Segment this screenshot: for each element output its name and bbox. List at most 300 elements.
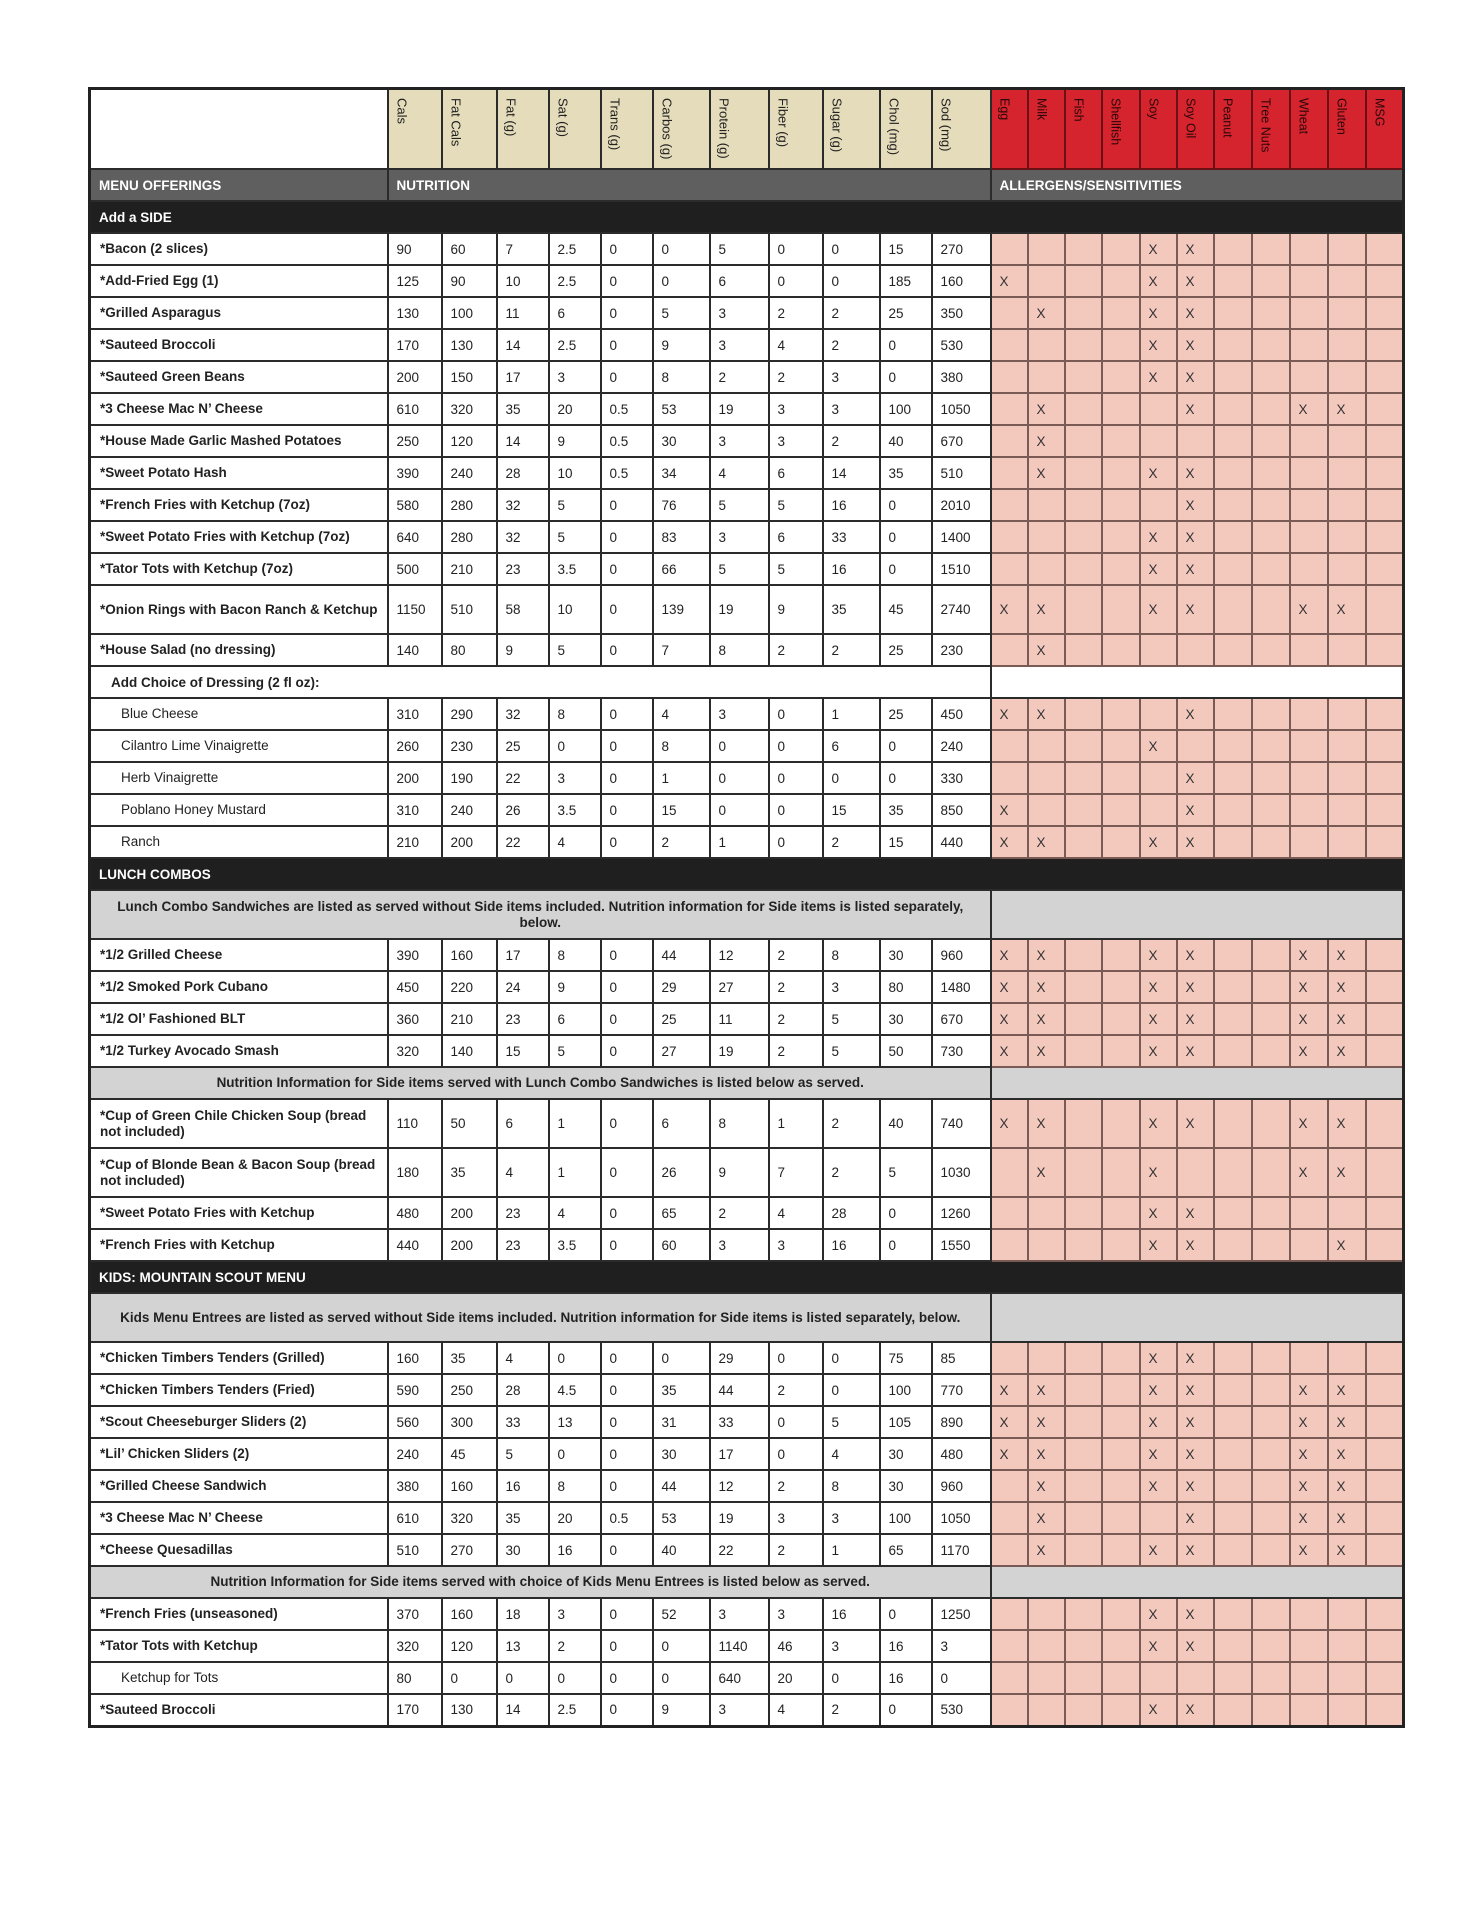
allergen-mark: X [991, 1438, 1028, 1470]
nutrition-value: 160 [442, 1470, 497, 1502]
nutrition-value: 16 [880, 1662, 932, 1694]
nutrition-value: 32 [497, 489, 549, 521]
nutrition-value: 200 [442, 1197, 497, 1229]
category-band [90, 169, 1404, 201]
nutrition-value: 14 [497, 425, 549, 457]
allergen-mark [1328, 698, 1366, 730]
nutrition-value: 3 [710, 297, 769, 329]
allergen-mark: X [991, 1374, 1028, 1406]
allergen-mark: X [1028, 1374, 1065, 1406]
nutrition-value: 0 [601, 265, 653, 297]
allergen-mark: X [1028, 457, 1065, 489]
allergen-mark [991, 361, 1028, 393]
menu-item-name: *1/2 Turkey Avocado Smash [90, 1035, 388, 1067]
menu-item-name: Blue Cheese [90, 698, 388, 730]
menu-item-name: *Tator Tots with Ketchup (7oz) [90, 553, 388, 585]
allergen-mark [1366, 1470, 1404, 1502]
allergen-mark [1290, 521, 1328, 553]
nutrition-value: 44 [653, 939, 710, 971]
nutrition-value: 3 [710, 329, 769, 361]
menu-item-name: Cilantro Lime Vinaigrette [90, 730, 388, 762]
nutrition-value: 22 [497, 762, 549, 794]
nutrition-value: 0 [932, 1662, 991, 1694]
allergen-mark [1366, 1598, 1404, 1630]
allergen-mark [1065, 585, 1102, 634]
menu-item-row [90, 1406, 1404, 1438]
nutrition-header [442, 89, 497, 170]
nutrition-value: 31 [653, 1406, 710, 1438]
nutrition-value: 15 [497, 1035, 549, 1067]
allergen-mark [1366, 1374, 1404, 1406]
nutrition-value: 6 [769, 521, 823, 553]
nutrition-value: 9 [497, 634, 549, 666]
menu-offerings-label: MENU OFFERINGS [90, 169, 388, 201]
nutrition-value: 1 [823, 1534, 880, 1566]
allergen-mark: X [1140, 1099, 1177, 1148]
nutrition-value: 2 [549, 1630, 601, 1662]
allergen-header [1177, 89, 1214, 170]
nutrition-value: 11 [497, 297, 549, 329]
allergen-mark [1065, 297, 1102, 329]
nutrition-value: 9 [549, 971, 601, 1003]
nutrition-value: 105 [880, 1406, 932, 1438]
menu-item-row [90, 265, 1404, 297]
nutrition-value: 0 [601, 1229, 653, 1261]
allergen-mark: X [1290, 1502, 1328, 1534]
allergen-mark [1252, 1197, 1290, 1229]
allergen-mark [1214, 585, 1252, 634]
nutrition-value: 6 [549, 297, 601, 329]
allergen-mark [1290, 1598, 1328, 1630]
allergen-mark [1366, 1342, 1404, 1374]
nutrition-value: 160 [388, 1342, 442, 1374]
nutrition-value: 2 [823, 1099, 880, 1148]
nutrition-value: 740 [932, 1099, 991, 1148]
section-header [90, 1261, 1404, 1293]
nutrition-value: 0 [653, 1630, 710, 1662]
menu-item-name: *Onion Rings with Bacon Ranch & Ketchup [90, 585, 388, 634]
nutrition-header [653, 89, 710, 170]
allergen-mark [1252, 393, 1290, 425]
nutrition-value: 2 [769, 1374, 823, 1406]
allergen-mark: X [1140, 1374, 1177, 1406]
allergen-header-label: Gluten [1334, 98, 1349, 135]
header-corner [90, 89, 388, 170]
allergen-mark [1028, 1342, 1065, 1374]
nutrition-value: 0 [601, 361, 653, 393]
allergen-mark [1102, 1630, 1140, 1662]
allergen-mark [1328, 233, 1366, 265]
allergen-mark [1214, 971, 1252, 1003]
nutrition-value: 16 [823, 1598, 880, 1630]
allergen-mark: X [1140, 297, 1177, 329]
nutrition-value: 33 [823, 521, 880, 553]
allergen-mark [1290, 634, 1328, 666]
nutrition-value: 83 [653, 521, 710, 553]
nutrition-value: 0 [823, 1342, 880, 1374]
nutrition-value: 8 [823, 939, 880, 971]
allergen-mark [1290, 1342, 1328, 1374]
nutrition-value: 350 [932, 297, 991, 329]
nutrition-value: 730 [932, 1035, 991, 1067]
menu-item-name: *French Fries with Ketchup (7oz) [90, 489, 388, 521]
nutrition-value: 270 [932, 233, 991, 265]
allergen-mark [1028, 329, 1065, 361]
section-header [90, 201, 1404, 233]
menu-item-row [90, 794, 1404, 826]
allergen-mark [1214, 1197, 1252, 1229]
allergen-header [1028, 89, 1065, 170]
allergen-mark [1366, 1003, 1404, 1035]
nutrition-value: 3 [769, 1598, 823, 1630]
nutrition-value: 0 [601, 1099, 653, 1148]
nutrition-value: 0 [880, 1197, 932, 1229]
allergen-mark [1214, 361, 1252, 393]
menu-item-name: *Sauteed Broccoli [90, 1694, 388, 1726]
allergen-mark: X [1177, 393, 1214, 425]
nutrition-value: 0 [710, 794, 769, 826]
allergen-mark [1290, 361, 1328, 393]
nutrition-value: 1250 [932, 1598, 991, 1630]
allergen-header-label: Soy Oil [1183, 98, 1198, 139]
nutrition-value: 6 [497, 1099, 549, 1148]
menu-item-row [90, 1229, 1404, 1261]
nutrition-value: 40 [653, 1534, 710, 1566]
allergen-mark [991, 1470, 1028, 1502]
nutrition-value: 220 [442, 971, 497, 1003]
allergen-mark [1102, 297, 1140, 329]
nutrition-value: 0 [497, 1662, 549, 1694]
allergen-mark: X [1028, 585, 1065, 634]
allergen-mark: X [1177, 1502, 1214, 1534]
allergen-mark: X [1328, 1406, 1366, 1438]
allergen-mark [1252, 585, 1290, 634]
nutrition-value: 0 [601, 1003, 653, 1035]
allergen-mark: X [1177, 1406, 1214, 1438]
nutrition-value: 310 [388, 794, 442, 826]
allergen-mark: X [1140, 939, 1177, 971]
allergen-mark: X [1028, 971, 1065, 1003]
nutrition-value: 2 [769, 1534, 823, 1566]
allergen-mark [991, 730, 1028, 762]
allergen-mark [1028, 1662, 1065, 1694]
allergen-mark [1028, 794, 1065, 826]
allergen-mark [1366, 826, 1404, 858]
nutrition-value: 3 [710, 521, 769, 553]
allergen-mark [1177, 425, 1214, 457]
allergen-mark [1366, 265, 1404, 297]
nutrition-value: 23 [497, 553, 549, 585]
nutrition-value: 180 [388, 1148, 442, 1197]
allergen-mark: X [1328, 1470, 1366, 1502]
nutrition-value: 0 [601, 1470, 653, 1502]
nutrition-value: 9 [549, 425, 601, 457]
allergen-mark [1252, 939, 1290, 971]
nutrition-value: 0 [601, 1374, 653, 1406]
allergen-mark [1252, 521, 1290, 553]
nutrition-header-label: Fat Cals [448, 98, 464, 147]
nutrition-value: 110 [388, 1099, 442, 1148]
nutrition-value: 15 [880, 826, 932, 858]
note-text: Kids Menu Entrees are listed as served without Side items included. Nutrition information for Side items is listed separately, below. [90, 1293, 991, 1342]
nutrition-value: 2 [710, 361, 769, 393]
nutrition-value: 23 [497, 1229, 549, 1261]
nutrition-value: 510 [442, 585, 497, 634]
nutrition-value: 0 [710, 730, 769, 762]
nutrition-value: 500 [388, 553, 442, 585]
allergen-mark [1102, 826, 1140, 858]
section-header [90, 858, 1404, 890]
allergen-mark [1140, 425, 1177, 457]
nutrition-value: 0 [601, 1148, 653, 1197]
allergen-mark: X [1140, 457, 1177, 489]
menu-item-name: *Grilled Cheese Sandwich [90, 1470, 388, 1502]
allergen-mark [1214, 1662, 1252, 1694]
allergen-header [1140, 89, 1177, 170]
allergen-mark: X [991, 698, 1028, 730]
nutrition-value: 210 [442, 1003, 497, 1035]
nutrition-value: 8 [549, 939, 601, 971]
nutrition-value: 14 [497, 1694, 549, 1726]
allergen-mark: X [1177, 1598, 1214, 1630]
menu-item-row [90, 1003, 1404, 1035]
nutrition-value: 35 [880, 457, 932, 489]
nutrition-value: 2 [769, 1035, 823, 1067]
allergen-mark [1252, 698, 1290, 730]
allergen-mark [1065, 698, 1102, 730]
allergen-mark [1028, 361, 1065, 393]
nutrition-value: 0 [769, 698, 823, 730]
menu-item-row [90, 634, 1404, 666]
nutrition-value: 450 [932, 698, 991, 730]
nutrition-value: 390 [388, 939, 442, 971]
allergen-mark [1252, 730, 1290, 762]
allergen-mark [1065, 634, 1102, 666]
menu-item-row [90, 1438, 1404, 1470]
allergen-mark [1028, 489, 1065, 521]
menu-item-row [90, 297, 1404, 329]
nutrition-value: 240 [932, 730, 991, 762]
allergen-mark [1366, 1662, 1404, 1694]
nutrition-value: 5 [880, 1148, 932, 1197]
allergen-mark [1328, 1694, 1366, 1726]
nutrition-value: 590 [388, 1374, 442, 1406]
nutrition-value: 25 [880, 297, 932, 329]
nutrition-value: 2 [823, 826, 880, 858]
nutrition-value: 16 [880, 1630, 932, 1662]
allergen-mark: X [991, 585, 1028, 634]
nutrition-value: 0 [601, 329, 653, 361]
allergen-mark [991, 762, 1028, 794]
nutrition-value: 0 [653, 1342, 710, 1374]
nutrition-value: 170 [388, 329, 442, 361]
allergen-mark [1102, 1694, 1140, 1726]
allergen-mark [1065, 762, 1102, 794]
allergen-mark: X [1140, 1197, 1177, 1229]
nutrition-value: 7 [653, 634, 710, 666]
nutrition-value: 0 [601, 1694, 653, 1726]
allergen-mark: X [1177, 1470, 1214, 1502]
allergen-mark: X [1177, 826, 1214, 858]
allergen-mark [1065, 425, 1102, 457]
allergen-mark [1252, 971, 1290, 1003]
allergen-mark [1028, 1630, 1065, 1662]
nutrition-value: 530 [932, 329, 991, 361]
nutrition-value: 13 [549, 1406, 601, 1438]
nutrition-value: 2 [823, 297, 880, 329]
nutrition-value: 0.5 [601, 393, 653, 425]
allergen-mark: X [1140, 521, 1177, 553]
allergen-mark [1214, 939, 1252, 971]
allergen-mark [1252, 1438, 1290, 1470]
allergen-mark [1065, 489, 1102, 521]
allergen-mark [1252, 762, 1290, 794]
allergen-mark [1366, 1630, 1404, 1662]
nutrition-value: 100 [880, 393, 932, 425]
allergen-mark [1065, 1148, 1102, 1197]
allergen-mark [1102, 233, 1140, 265]
menu-item-name: *Sauteed Green Beans [90, 361, 388, 393]
allergen-mark [1290, 826, 1328, 858]
allergen-mark [1328, 361, 1366, 393]
allergen-mark [1290, 425, 1328, 457]
nutrition-value: 2 [823, 634, 880, 666]
nutrition-value: 390 [388, 457, 442, 489]
allergen-mark [1214, 329, 1252, 361]
allergen-mark: X [1140, 1694, 1177, 1726]
nutrition-value: 1030 [932, 1148, 991, 1197]
allergen-mark [1366, 489, 1404, 521]
nutrition-value: 170 [388, 1694, 442, 1726]
nutrition-value: 610 [388, 1502, 442, 1534]
allergen-mark: X [1140, 826, 1177, 858]
allergen-mark [991, 634, 1028, 666]
nutrition-value: 1 [549, 1099, 601, 1148]
allergen-header [1328, 89, 1366, 170]
nutrition-value: 6 [710, 265, 769, 297]
nutrition-value: 260 [388, 730, 442, 762]
allergen-mark [1290, 1630, 1328, 1662]
nutrition-header-label: Cals [394, 98, 410, 125]
nutrition-value: 1 [823, 698, 880, 730]
nutrition-value: 139 [653, 585, 710, 634]
nutrition-value: 1050 [932, 1502, 991, 1534]
nutrition-value: 65 [880, 1534, 932, 1566]
nutrition-value: 29 [653, 971, 710, 1003]
menu-item-name: *French Fries with Ketchup [90, 1229, 388, 1261]
allergen-mark: X [1028, 425, 1065, 457]
nutrition-value: 0 [769, 826, 823, 858]
nutrition-value: 530 [932, 1694, 991, 1726]
nutrition-value: 0 [653, 1662, 710, 1694]
nutrition-value: 33 [710, 1406, 769, 1438]
allergen-mark [1102, 585, 1140, 634]
nutrition-value: 125 [388, 265, 442, 297]
allergen-mark [1328, 730, 1366, 762]
nutrition-value: 0 [601, 233, 653, 265]
allergen-mark [1102, 634, 1140, 666]
nutrition-value: 8 [823, 1470, 880, 1502]
nutrition-value: 670 [932, 425, 991, 457]
allergen-mark [1177, 634, 1214, 666]
menu-item-name: *Cheese Quesadillas [90, 1534, 388, 1566]
allergen-header-label: Shellfish [1108, 98, 1123, 146]
nutrition-value: 140 [442, 1035, 497, 1067]
menu-item-row [90, 1534, 1404, 1566]
menu-item-name: *1/2 Grilled Cheese [90, 939, 388, 971]
nutrition-value: 27 [653, 1035, 710, 1067]
nutrition-value: 35 [497, 393, 549, 425]
nutrition-value: 90 [442, 265, 497, 297]
nutrition-header [880, 89, 932, 170]
nutrition-value: 20 [549, 393, 601, 425]
nutrition-value: 185 [880, 265, 932, 297]
nutrition-value: 320 [442, 393, 497, 425]
allergen-mark [1102, 698, 1140, 730]
nutrition-value: 210 [442, 553, 497, 585]
nutrition-value: 2.5 [549, 265, 601, 297]
allergen-mark [1366, 1099, 1404, 1148]
allergen-mark [1028, 1694, 1065, 1726]
nutrition-value: 2 [769, 939, 823, 971]
allergen-mark [1252, 1342, 1290, 1374]
nutrition-value: 4 [769, 1694, 823, 1726]
nutrition-value: 30 [880, 939, 932, 971]
menu-item-row [90, 826, 1404, 858]
nutrition-value: 0 [880, 1694, 932, 1726]
allergen-mark: X [1177, 1374, 1214, 1406]
allergen-mark: X [1290, 1035, 1328, 1067]
allergen-mark [1290, 553, 1328, 585]
allergen-mark [991, 1342, 1028, 1374]
nutrition-value: 10 [549, 585, 601, 634]
menu-item-row [90, 1197, 1404, 1229]
allergen-mark [1328, 521, 1366, 553]
allergen-mark [1214, 1342, 1252, 1374]
allergen-mark [1214, 794, 1252, 826]
allergen-mark [1290, 329, 1328, 361]
allergen-mark [1214, 233, 1252, 265]
menu-item-name: *Sweet Potato Hash [90, 457, 388, 489]
allergen-mark [991, 521, 1028, 553]
menu-item-row [90, 585, 1404, 634]
nutrition-value: 19 [710, 585, 769, 634]
nutrition-value: 53 [653, 1502, 710, 1534]
nutrition-value: 34 [653, 457, 710, 489]
allergen-mark [1214, 1035, 1252, 1067]
allergen-mark [1290, 457, 1328, 489]
note-row [90, 1067, 1404, 1099]
menu-item-name: *Bacon (2 slices) [90, 233, 388, 265]
allergen-mark [1366, 634, 1404, 666]
allergen-header-label: Fish [1071, 98, 1086, 122]
allergen-mark [1214, 634, 1252, 666]
allergen-mark: X [1140, 329, 1177, 361]
menu-item-name: *1/2 Smoked Pork Cubano [90, 971, 388, 1003]
nutrition-value: 16 [497, 1470, 549, 1502]
allergen-mark: X [1028, 297, 1065, 329]
allergen-mark [1102, 553, 1140, 585]
nutrition-value: 230 [442, 730, 497, 762]
allergen-mark [1102, 1148, 1140, 1197]
allergen-mark [1328, 1342, 1366, 1374]
nutrition-value: 25 [497, 730, 549, 762]
allergen-mark [1028, 521, 1065, 553]
allergen-mark [1140, 794, 1177, 826]
nutrition-value: 510 [388, 1534, 442, 1566]
nutrition-value: 0 [823, 233, 880, 265]
nutrition-value: 15 [823, 794, 880, 826]
